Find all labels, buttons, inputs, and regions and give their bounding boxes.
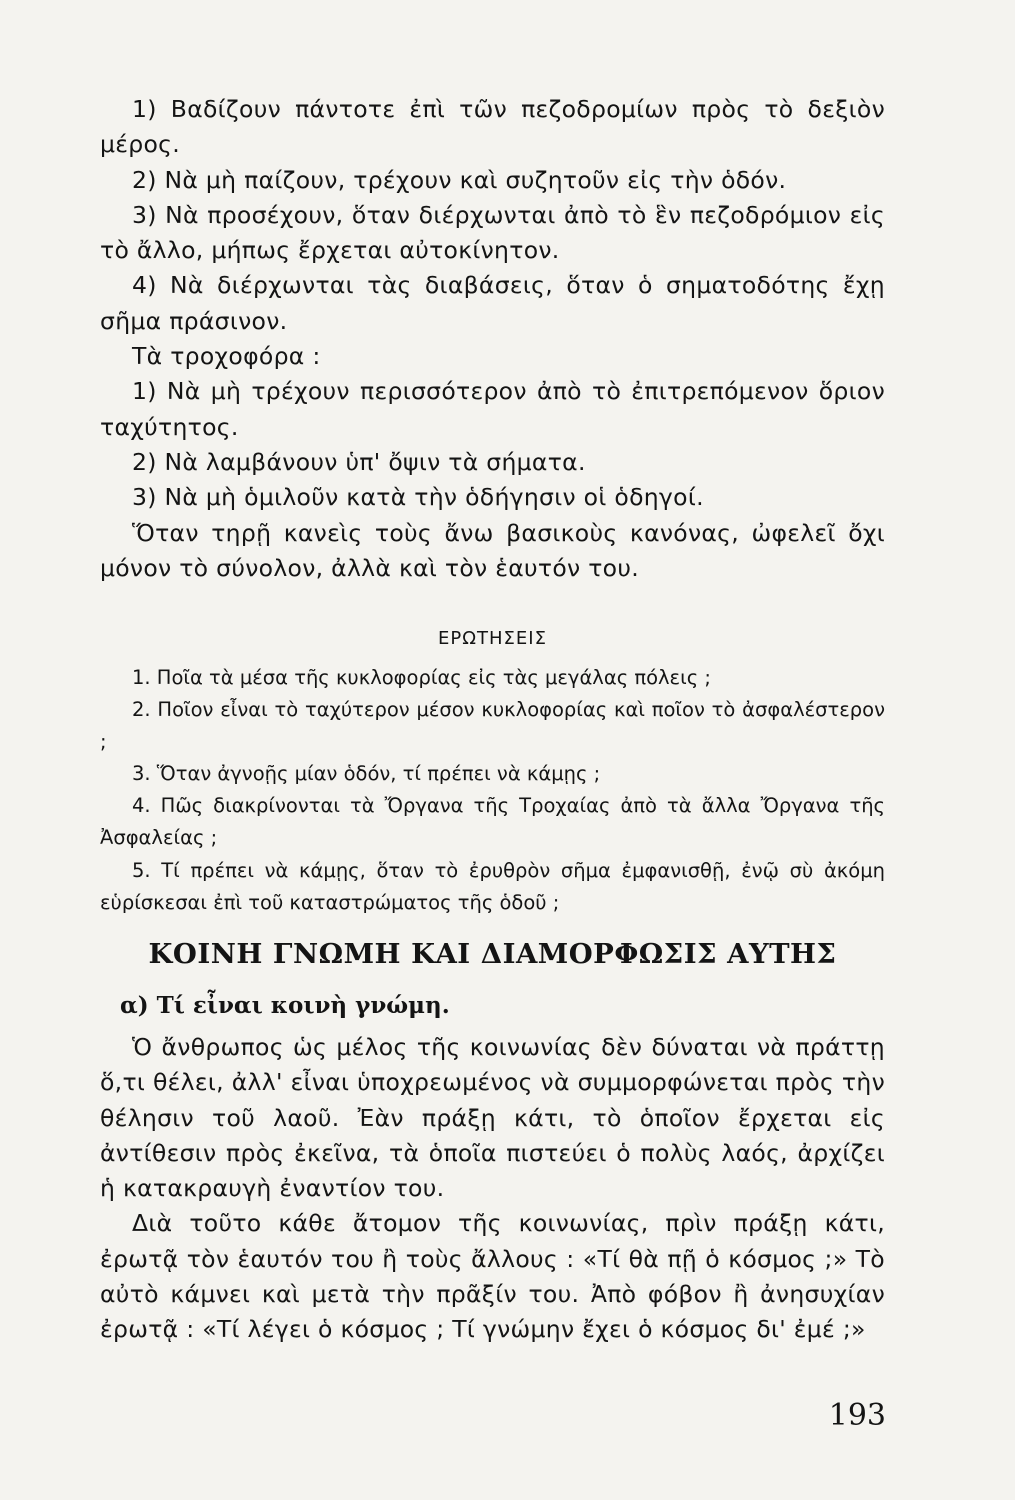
questions-list xyxy=(100,662,885,919)
pedestrian-rule-3: 3) Νὰ προσέχουν, ὅταν διέρχωνται ἀπὸ τὸ ἓν πεζοδρόμιον εἰς τὸ ἄλλο, μήπως ἔρχεται αὐτοκίνητον. xyxy=(100,200,885,265)
traffic-rules-section xyxy=(100,92,885,586)
section-body xyxy=(100,1030,885,1348)
closing-paragraph: Ὅταν τηρῇ κανεὶς τοὺς ἄνω βασικοὺς κανόνας, ὠφελεῖ ὄχι μόνον τὸ σύνολον, ἀλλὰ καὶ τὸν ἑαυτόν του. xyxy=(100,518,885,582)
pedestrian-rule-4: 4) Νὰ διέρχωνται τὰς διαβάσεις, ὅταν ὁ σηματοδότης ἔχῃ σῆμα πράσινον. xyxy=(100,271,885,335)
pedestrian-rule-2: 2) Νὰ μὴ παίζουν, τρέχουν καὶ συζητοῦν εἰς τὴν ὁδόν. xyxy=(132,165,787,194)
question-3: 3. Ὅταν ἀγνοῇς μίαν ὁδόν, τί πρέπει νὰ κάμῃς ; xyxy=(132,762,601,786)
page-number: 193 xyxy=(828,1398,886,1433)
pedestrian-rule-1: 1) Βαδίζουν πάντοτε ἐπὶ τῶν πεζοδρομίων πρὸς τὸ δεξιὸν μέρος. xyxy=(100,95,885,159)
section-paragraph-2: Διὰ τοῦτο κάθε ἄτομον τῆς κοινωνίας, πρὶν πράξῃ κάτι, ἐρωτᾷ τὸν ἑαυτόν του ἢ τοὺς ἄλλους : «Τί θὰ πῇ ὁ κόσμος ;» Τὸ αὐτὸ κάμνει καὶ μετὰ τὴν πρᾶξίν του. Ἀπὸ φόβον ἢ ἀνησυχίαν ἐρωτᾷ : «Τί λέγει ὁ κόσμος ; Τί γνώμην ἔχει ὁ κόσμος δι' ἐμέ ;» xyxy=(100,1209,885,1344)
vehicle-rule-3: 3) Νὰ μὴ ὁμιλοῦν κατὰ τὴν ὁδήγησιν οἱ ὁδηγοί. xyxy=(132,483,704,512)
vehicle-rule-2: 2) Νὰ λαμβάνουν ὑπ' ὄψιν τὰ σήματα. xyxy=(132,447,586,476)
section-title: α) Τί εἶναι κοινὴ γνώμη. xyxy=(120,992,450,1019)
vehicles-heading: Τὰ τροχοφόρα : xyxy=(132,342,321,371)
section-paragraph-1: Ὁ ἄνθρωπος ὡς μέλος τῆς κοινωνίας δὲν δύναται νὰ πράττῃ ὅ,τι θέλει, ἀλλ' εἶναι ὑποχρεωμένος νὰ συμμορφώνεται πρὸς τὴν θέλησιν τοῦ λαοῦ. Ἐὰν πράξῃ κάτι, τὸ ὁποῖον ἔρχεται εἰς ἀντίθεσιν πρὸς ἐκεῖνα, τὰ ὁποῖα πιστεύει ὁ πολὺς λαός, ἀρχίζει ἡ κατακραυγὴ ἐναντίον του. xyxy=(100,1033,885,1203)
question-1: 1. Ποῖα τὰ μέσα τῆς κυκλοφορίας εἰς τὰς μεγάλας πόλεις ; xyxy=(132,666,711,689)
question-4: 4. Πῶς διακρίνονται τὰ Ὄργανα τῆς Τροχαίας ἀπὸ τὰ ἄλλα Ὄργανα τῆς Ἀσφαλείας ; xyxy=(100,794,885,850)
question-5: 5. Τί πρέπει νὰ κάμῃς, ὅταν τὸ ἐρυθρὸν σῆμα ἐμφανισθῇ, ἐνῷ σὺ ἀκόμη εὑρίσκεσαι ἐπὶ τοῦ καταστρώματος τῆς ὁδοῦ ; xyxy=(100,858,885,914)
question-2: 2. Ποῖον εἶναι τὸ ταχύτερον μέσον κυκλοφορίας καὶ ποῖον τὸ ἀσφαλέστερον ; xyxy=(100,698,885,754)
questions-heading: ΕΡΩΤΗΣΕΙΣ xyxy=(438,628,547,649)
vehicle-rule-1: 1) Νὰ μὴ τρέχουν περισσότερον ἀπὸ τὸ ἐπιτρεπόμενον ὅριον ταχύτητος. xyxy=(100,377,885,441)
chapter-title: ΚΟΙΝΗ ΓΝΩΜΗ ΚΑΙ ΔΙΑΜΟΡΦΩΣΙΣ ΑΥΤΗΣ xyxy=(148,938,837,970)
